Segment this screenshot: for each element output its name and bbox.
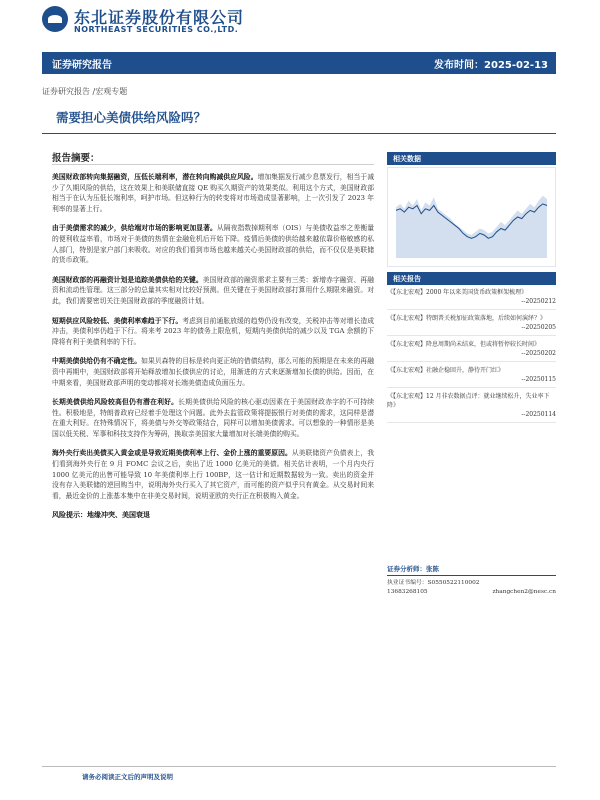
summary-paragraph [52, 275, 374, 307]
paragraph-lead: 美国财政部的再融资计划是追踪美债供给的关键。 [52, 275, 203, 284]
related-report-title[interactable]: 《【东北宏观】特朗普关税加征政策落地，后续如何演绎？》 [387, 315, 547, 322]
chart-series-area [396, 196, 547, 258]
list-item[interactable] [387, 288, 556, 310]
related-report-title[interactable]: 《【东北宏观】12 月非农数据点评：就业继续松升，失业率下降》 [387, 393, 550, 409]
summary-paragraph [52, 397, 374, 439]
analyst-email[interactable]: zhangchen2@nesc.cn [492, 589, 556, 595]
summary-label: 报告摘要： [52, 153, 100, 164]
analyst-divider [387, 575, 556, 576]
related-report-title[interactable]: 《【东北宏观】社融企稳回升，静待开门红》 [387, 367, 505, 374]
summary-divider [52, 164, 374, 165]
analyst-name: 证券分析师：张陈 [387, 565, 439, 573]
paragraph-text: 增加集据发行减少息票发行，相当于减少了久期风险的供给，这在效果上和美联储直接 QE 购买久期资产的效果类似。利用这个方式，美国财政部相当于在认为压低长端利率，呵护市场。但这种行为的转变将对市场造成显著影响，上一次引发了 2023 年利率的显著上行。 [52, 173, 375, 213]
paragraph-text: 从隔夜指数掉期利率（OIS）与美债收益率之差衡量的便利收益率看，市场对于美债的热情在金融危机后开始下降。疫情后美债的供给越来越依靠价格敏感的私人部门，特别是家户部门来吸收。对应的我们看到市场也越来越关心美国财政部的供给，而不仅仅是美联储的货币政策。 [52, 224, 374, 265]
company-logo-icon [42, 6, 68, 32]
paragraph-lead: 海外央行卖出美债买入黄金或是导致近期美债利率上行、金价上涨的重要原因。 [52, 449, 292, 458]
paragraph-lead: 美国财政部转向集据融资，压低长端利率，潜在转向购减供应风险。 [52, 173, 258, 181]
title-divider [42, 133, 556, 134]
related-data-chart [387, 167, 556, 267]
breadcrumb: 证券研究报告 /宏观专题 [42, 87, 128, 96]
analyst-license: 执业证书编号：S0550522110002 [387, 579, 480, 586]
analyst-info [387, 565, 556, 598]
report-type: 证券研究报告 [52, 60, 112, 71]
related-report-date: --20250205 [387, 323, 556, 336]
footer-disclaimer: 请务必阅读正文后的声明及说明 [82, 773, 173, 781]
chart-svg [388, 168, 555, 266]
paragraph-lead: 中期美债供给仍有不确定性。 [52, 357, 142, 366]
analyst-phone: 13683268105 [387, 589, 428, 595]
paragraph-text: 美国财政部的融资需求主要有三类：新增赤字融资、再融资和流动性管理。这三部分的总量其实相对比较好预测。但关键在于美国财政部打算用什么期限来融资。对此，我们需要密切关注美国财政部的季度融资计划。 [52, 275, 375, 305]
risk-warning: 风险提示：地缘冲突、美国衰退 [52, 511, 150, 520]
paragraph-text: 从美联储资产负债表上，我们看到海外央行在 9 月 FOMC 会议之后，卖出了近 1000 亿美元的美债。相关估计表明，一个月内央行 1000 亿美元的出售可能导致 10 年美债利率上行 100BP，这一估计和近期数据较为一致。卖出的资金并没有存入美联储的逆回购当中，说明海外央行买入了其它资产，而可能的资产似乎只有黄金。从交易时间来看，最近金价的上涨基本集中在非美交易时间，说明亚欧的央行正在积极购入黄金。 [52, 449, 374, 500]
summary-paragraph [52, 172, 374, 214]
related-report-date: --20250202 [387, 349, 556, 362]
page-header [0, 0, 600, 52]
summary-paragraph [52, 356, 374, 388]
company-name-cn: 东北证券股份有限公司 [74, 8, 245, 27]
related-reports-header: 相关报告 [387, 272, 556, 285]
list-item[interactable] [387, 314, 556, 336]
report-banner [42, 52, 556, 74]
list-item[interactable] [387, 392, 556, 423]
paragraph-lead: 长期美债供给风险较高但仍有潜在利好。 [52, 398, 179, 407]
related-report-date: --20250115 [387, 375, 556, 388]
publish-date: 发布时间：2025-02-13 [434, 60, 548, 71]
page-title: 需要担心美债供给风险吗？ [56, 110, 207, 125]
paragraph-lead: 由于美债需求的减少，供给端对市场的影响更加显著。 [52, 224, 217, 233]
list-item[interactable] [387, 340, 556, 362]
related-report-date: --20250212 [387, 297, 556, 310]
summary-paragraph [52, 448, 374, 501]
related-report-date: --20250114 [387, 410, 556, 423]
paragraph-text: 如果贝森特的目标是转向更正统的借债结构，那么可能的预期是在未来的再融资中再期中，美国财政部将开始释放增加长债供应的讨论，用渐进的方式来逐渐增加长债的供给。因而，在中期来看，美国财政部声明的变动都将对长端美债造成负面压力。 [52, 357, 375, 387]
chart-section-header: 相关数据 [387, 152, 556, 165]
related-report-title[interactable]: 《【东北宏观】2000 年以来美国货币政策框架梳理》 [387, 289, 528, 296]
related-reports-list [387, 288, 556, 427]
summary-body [52, 172, 374, 521]
paragraph-text: 考虑到目前通胀放缓的趋势仍没有改变，关税冲击等对增长造成冲击，美债利率仍趋于下行。将来考 2023 年的债务上限危机，短期内美债供给的减少以及 TGA 余额的下降将有利于美债利率的下行。 [52, 316, 375, 346]
related-report-title[interactable]: 《【东北宏观】降息周期尚未结束，但或将暂停较长时间》 [387, 341, 541, 348]
footer-divider [42, 766, 556, 767]
paragraph-lead: 短期供应风险较低、美债利率难趋于下行。 [52, 316, 183, 325]
company-name-en: NORTHEAST SECURITIES CO.,LTD. [74, 25, 239, 34]
list-item[interactable] [387, 366, 556, 388]
summary-paragraph [52, 316, 374, 348]
summary-paragraph [52, 223, 374, 265]
paragraph-text: 长期美债供给风险的核心驱动因素在于美国财政赤字的不可持续性。积极地是，特朗普政府已经着手处理这个问题。此外去监管政策将提振银行对美债的需求，这同样是潜在重大利好。在特殊情况下，将美债与外交等政策结合，同样可以增加美债需求。可以想象的一种情形是美国以低关税、军事和科技支持作为筹码，换取亲美国家大量增加对长端美债的购买。 [52, 398, 375, 438]
